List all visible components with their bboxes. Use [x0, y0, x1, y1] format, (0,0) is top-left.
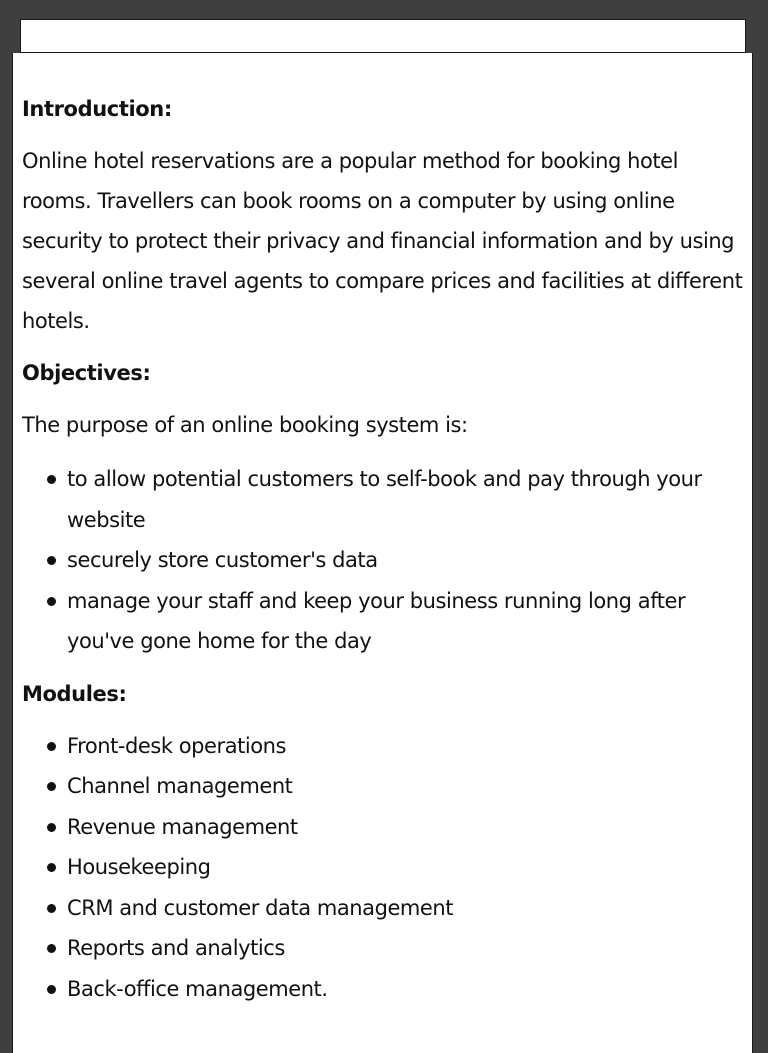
previous-page-edge [20, 19, 746, 53]
list-item-text: Back-office management. [67, 976, 328, 1001]
list-item [22, 969, 743, 1010]
bullet-icon [47, 823, 56, 832]
list-item [22, 928, 743, 969]
list-item-text: Housekeeping [67, 855, 211, 879]
list-item-text: Revenue management [67, 814, 298, 839]
list-item [22, 581, 743, 662]
list-item [22, 888, 743, 929]
bullet-icon [47, 944, 56, 953]
introduction-body: Online hotel reservations are a popular method for booking hotel rooms. Travellers can book rooms on a computer by using online security to protect their privacy and financial information and by using several online travel agents to compare prices and facilities at different hotels. [22, 149, 743, 333]
bullet-icon [47, 782, 56, 791]
modules-heading: Modules: [22, 681, 127, 706]
objectives-heading: Objectives: [22, 361, 151, 385]
objectives-list [22, 459, 743, 662]
list-item-text: manage your staff and keep your business running long after you've gone home for the day [67, 588, 686, 653]
list-item [22, 726, 743, 767]
introduction-heading: Introduction: [22, 97, 172, 121]
bullet-icon [47, 597, 56, 606]
bullet-icon [47, 863, 56, 872]
list-item [22, 766, 743, 807]
list-item-text: CRM and customer data management [67, 895, 454, 920]
list-item-text: Channel management [67, 774, 293, 798]
bullet-icon [47, 556, 56, 565]
list-item-text: Reports and analytics [67, 936, 285, 960]
document-page [12, 53, 753, 1053]
list-item [22, 807, 743, 848]
list-item-text: securely store customer's data [67, 548, 378, 572]
bullet-icon [47, 742, 56, 751]
list-item-text: Front-desk operations [67, 733, 287, 758]
modules-list [22, 726, 743, 1010]
bullet-icon [47, 904, 56, 913]
list-item-text: to allow potential customers to self-book and pay through your website [67, 467, 702, 532]
objectives-intro: The purpose of an online booking system is: [22, 413, 468, 437]
list-item [22, 459, 743, 540]
list-item [22, 540, 743, 581]
bullet-icon [47, 475, 56, 484]
list-item [22, 847, 743, 888]
bullet-icon [47, 985, 56, 994]
